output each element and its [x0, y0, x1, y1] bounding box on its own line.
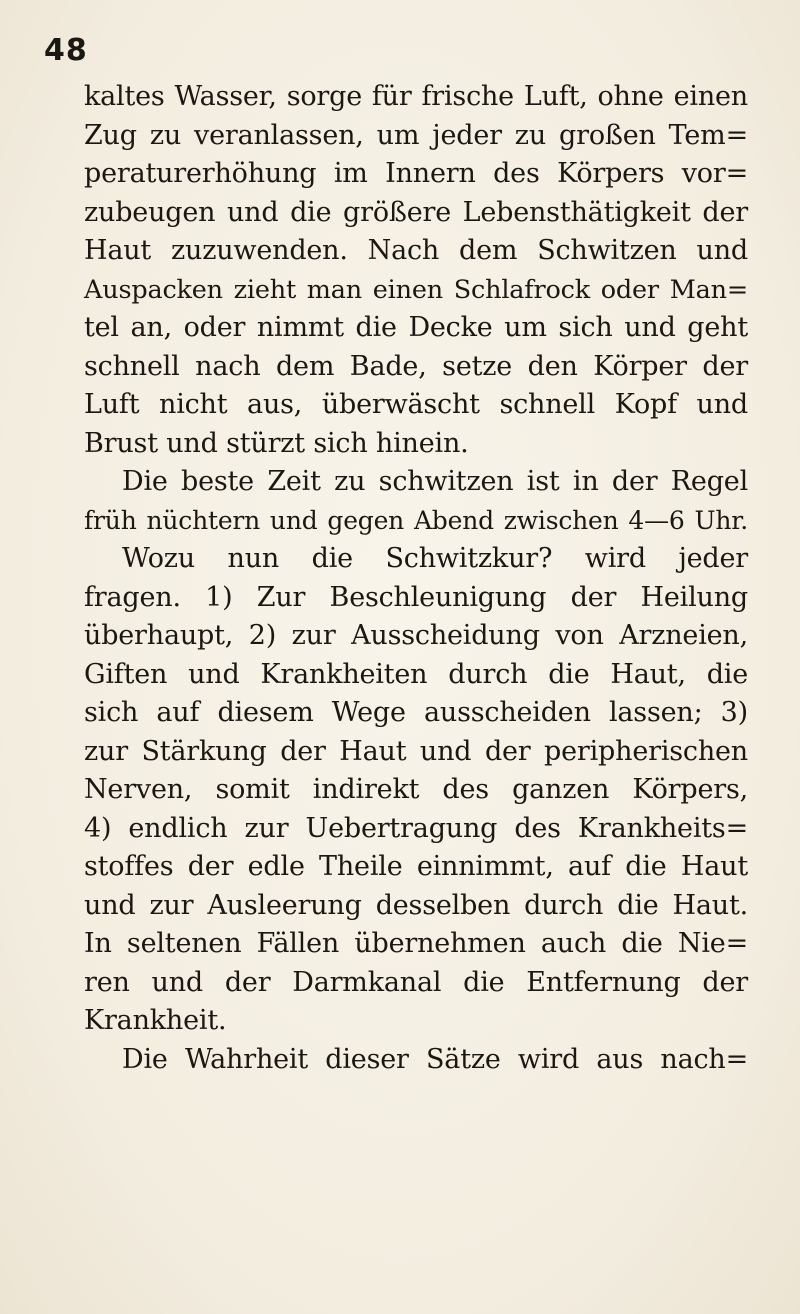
text-line: fragen. 1) Zur Beschleunigung der Heilung	[84, 581, 748, 613]
page-number: 48	[44, 33, 88, 68]
text-line: Zug zu veranlassen, um jeder zu großen Tem=	[84, 119, 748, 151]
text-line: kaltes Wasser, sorge für frische Luft, ohne einen	[84, 81, 748, 112]
text-line: überhaupt, 2) zur Ausscheidung von Arzneien,	[84, 620, 748, 651]
paragraph-start: Wozu nun die Schwitzkur? wird jeder	[122, 543, 748, 574]
text-line: Luft nicht aus, überwäscht schnell Kopf und	[84, 389, 748, 420]
text-line: 4) endlich zur Uebertragung des Krankheits=	[84, 812, 748, 844]
text-line: zur Stärkung der Haut und der peripherischen	[84, 735, 748, 767]
text-line: In seltenen Fällen übernehmen auch die Nie=	[84, 928, 748, 959]
text-line: Krankheit.	[84, 1005, 227, 1036]
text-line: stoffes der edle Theile einnimmt, auf die Haut	[84, 851, 748, 882]
paragraph-start: Die beste Zeit zu schwitzen ist in der Regel	[122, 466, 748, 497]
text-line: Brust und stürzt sich hinein.	[84, 427, 469, 459]
text-line: tel an, oder nimmt die Decke um sich und geht	[84, 312, 748, 343]
text-line: und zur Ausleerung desselben durch die Haut.	[84, 889, 748, 921]
body-text	[84, 78, 748, 1079]
text-line: ren und der Darmkanal die Entfernung der	[84, 966, 748, 998]
text-line: früh nüchtern und gegen Abend zwischen 4—6 Uhr.	[84, 505, 748, 535]
text-line: zubeugen und die größere Lebensthätigkeit der	[84, 196, 748, 228]
text-line: Giften und Krankheiten durch die Haut, die	[84, 658, 748, 690]
text-line: Nerven, somit indirekt des ganzen Körpers,	[84, 774, 748, 805]
text-line: Auspacken zieht man einen Schlafrock oder Man=	[84, 274, 748, 305]
text-line: Haut zuzuwenden. Nach dem Schwitzen und	[84, 235, 748, 266]
text-line: sich auf diesem Wege ausscheiden lassen; 3)	[84, 697, 748, 728]
text-line: peraturerhöhung im Innern des Körpers vor=	[84, 158, 748, 189]
text-line: schnell nach dem Bade, setze den Körper der	[84, 350, 748, 382]
paragraph-start: Die Wahrheit dieser Sätze wird aus nach=	[122, 1043, 748, 1075]
